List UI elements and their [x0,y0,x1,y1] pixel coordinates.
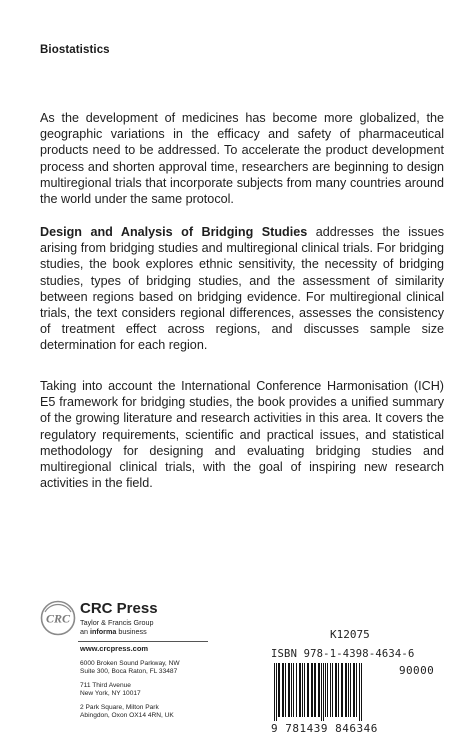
barcode-bar [335,663,337,717]
barcode-bar [325,663,326,717]
barcode-bar [353,663,355,717]
barcode-bar [278,663,280,717]
isbn-barcode [268,663,393,725]
crc-logo-text: CRC [45,611,71,626]
barcode-bar [293,663,294,717]
barcode-bar [348,663,349,717]
barcode-bar [285,663,286,717]
address-2-line-1: 711 Third Avenue [80,682,131,689]
category-label: Biostatistics [40,44,110,56]
book-title: Design and Analysis of Bridging Studies [40,225,308,239]
description-paragraph-3: Taking into account the International Conference Harmonisation (ICH) E5 framework for bridging studies, the book provides a unified summary of the growing literature and research activities in this area. It covers the regulatory requirements, scientific and practical issues, and statistical methodology for designing and evaluating bridging studies and multiregional clinical trials, with the goal of inspiring new research activities in the field. [40,379,444,491]
description-paragraph-1: As the development of medicines has become more globalized, the geographic variations in the efficacy and safety of pharmaceutical products need to be addressed. To accelerate the product development process and shorten approval time, researchers are beginning to design multiregional trials that incorporate subjects from many countries around the world under the same protocol. [40,111,444,207]
barcode-bar [361,663,362,721]
business-brand: informa [90,627,117,636]
ean-digits: 9 781439 846346 [271,722,378,735]
crc-logo-icon [40,600,76,636]
barcode-bar [350,663,351,717]
address-2-line-2: New York, NY 10017 [80,690,141,697]
publisher-name: CRC Press [80,600,158,617]
business-suffix: business [116,627,147,636]
description-paragraph-2 [40,224,444,354]
barcode-bar [341,663,343,717]
barcode-bar [327,663,328,717]
catalog-code: K12075 [330,628,370,641]
publisher-divider [78,641,208,642]
barcode-bar [291,663,292,717]
barcode-bar [332,663,333,717]
publisher-website: www.crcpress.com [80,644,149,653]
barcode-bar [338,663,339,717]
address-3-line-1: 2 Park Square, Milton Park [80,704,159,711]
barcode-bar [359,663,360,721]
publisher-address-2 [80,682,141,698]
barcode-bar [323,663,324,721]
barcode-bar [321,663,322,721]
publisher-group [80,618,154,636]
barcode-bar [282,663,284,717]
barcode-bar [307,663,309,717]
description-paragraph-2-text: addresses the issues arising from bridging studies and multiregional clinical trials. For bridging studies, the book explores ethnic sensitivity, the necessity of bridging studies, types of bridging studies, and the assessment of similarity between regions based on bridging evidence. For multiregional clinical trials, the text considers regional differences, assesses the consistency of treatment effect across regions, and discusses sample size determination for each region. [40,225,444,353]
barcode-bar [304,663,305,717]
barcode-bar [311,663,313,717]
price-code: 90000 [399,664,435,677]
publisher-address-1 [80,660,180,676]
barcode-bar [356,663,357,717]
barcode-bar [330,663,331,717]
barcode-bar [274,663,275,721]
barcode-bar [296,663,297,717]
address-1-line-1: 6000 Broken Sound Parkway, NW [80,660,180,667]
isbn-text: ISBN 978-1-4398-4634-6 [271,648,415,660]
barcode-bar [299,663,301,717]
publisher-business [80,627,154,636]
barcode-bar [288,663,290,717]
business-prefix: an [80,627,90,636]
barcode-bar [276,663,277,721]
publisher-address-3 [80,704,174,720]
address-3-line-2: Abingdon, Oxon OX14 4RN, UK [80,712,174,719]
barcode-bar [318,663,320,717]
barcode-bar [314,663,316,717]
publisher-block [40,600,250,740]
publisher-group-name: Taylor & Francis Group [80,618,154,627]
address-1-line-2: Suite 300, Boca Raton, FL 33487 [80,668,178,675]
barcode-bar [345,663,347,717]
barcode-bar [302,663,303,717]
